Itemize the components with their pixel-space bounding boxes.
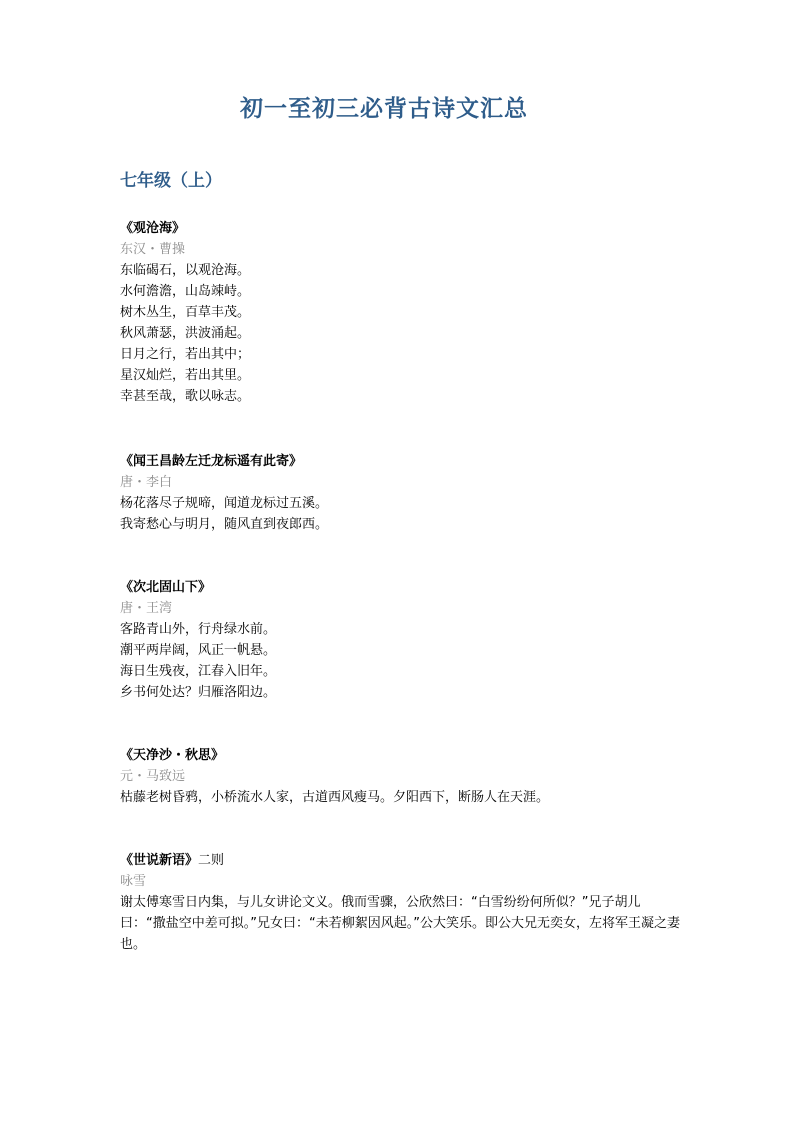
poem-line: 我寄愁心与明月，随风直到夜郎西。 — [120, 517, 329, 532]
poem-line: 潮平两岸阔，风正一帆悬。 — [120, 643, 277, 658]
poem-tian-jing-sha — [120, 746, 690, 808]
poem-line: 海日生残夜，江春入旧年。 — [120, 664, 277, 679]
poem-line: 日月之行，若出其中； — [120, 347, 251, 362]
poem-title-main: 《世说新语》 — [120, 853, 199, 868]
poem-author: 唐・李白 — [120, 475, 173, 490]
poem-line: 东临碣石，以观沧海。 — [120, 263, 251, 278]
poem-line: 杨花落尽子规啼，闻道龙标过五溪。 — [120, 496, 329, 511]
poem-shi-shuo-xin-yu — [120, 851, 690, 955]
poem-title: 《闻王昌龄左迁龙标遥有此寄》 — [120, 454, 303, 469]
poem-subtitle: 咏雪 — [120, 874, 147, 889]
poem-title: 《天净沙・秋思》 — [120, 748, 225, 763]
poem-line: 秋风萧瑟，洪波涌起。 — [120, 326, 251, 341]
grade-heading: 七年级（上） — [120, 171, 222, 191]
poem-author: 东汉・曹操 — [120, 242, 186, 257]
poem-line: 乡书何处达？归雁洛阳边。 — [120, 685, 277, 700]
poem-paragraph: 谢太傅寒雪日内集，与儿女讲论文义。俄而雪骤，公欣然曰：“白雪纷纷何所似？”兄子胡儿曰：“撒盐空中差可拟。”兄女曰：“未若柳絮因风起。”公大笑乐。即公大兄无奕女，左将军王凝之妻也。 — [120, 895, 680, 952]
poem-author: 唐・王湾 — [120, 601, 173, 616]
poem-guan-cang-hai — [120, 219, 690, 407]
poem-line: 枯藤老树昏鸦，小桥流水人家，古道西风瘦马。夕阳西下，断肠人在天涯。 — [120, 790, 550, 805]
document-title: 初一至初三必背古诗文汇总 — [240, 95, 528, 122]
poem-title: 《观沧海》 — [120, 221, 186, 236]
poem-title — [120, 851, 690, 871]
poem-line: 水何澹澹，山岛竦峙。 — [120, 284, 251, 299]
poem-wen-wang-changling — [120, 452, 690, 535]
poem-line: 树木丛生，百草丰茂。 — [120, 305, 251, 320]
poem-line: 客路青山外，行舟绿水前。 — [120, 622, 277, 637]
poem-line: 星汉灿烂，若出其里。 — [120, 368, 251, 383]
poem-ci-beigu-shan — [120, 578, 690, 703]
poem-title: 《次北固山下》 — [120, 580, 212, 595]
poem-author: 元・马致远 — [120, 769, 186, 784]
poem-line: 幸甚至哉，歌以咏志。 — [120, 389, 251, 404]
poem-title-suffix: 二则 — [198, 853, 225, 868]
